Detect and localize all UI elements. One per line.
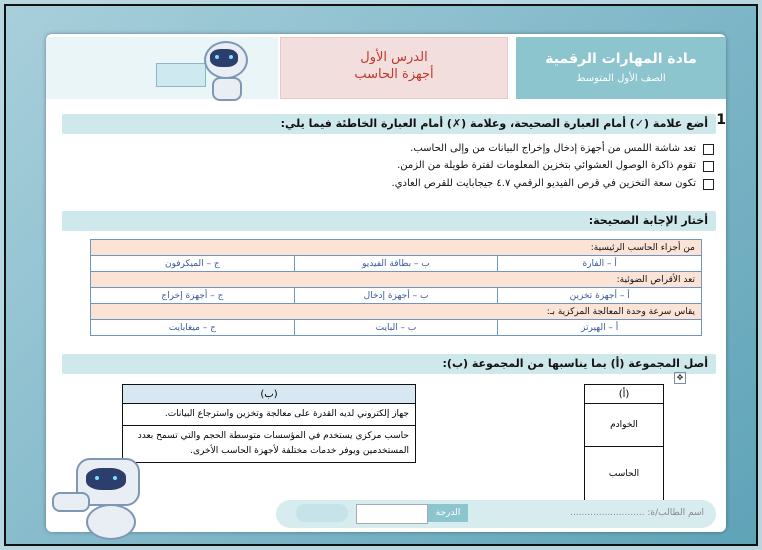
header-illustration	[46, 37, 278, 99]
mcq-question-3: يقاس سرعة وحدة المعالجة المركزية بـ:	[91, 304, 702, 320]
grade-label: الدرجة	[428, 504, 468, 522]
mcq-question-1: من أجزاء الحاسب الرئيسية:	[91, 240, 702, 256]
q1-statement-3	[392, 176, 696, 192]
group-b-header: (ب)	[123, 385, 416, 404]
move-handle-icon[interactable]: ✥	[674, 372, 686, 384]
footer-bar	[276, 500, 716, 528]
group-b-item: حاسب مركزي يستخدم في المؤسسات متوسطة الحجم والتي تسمح بعدد المستخدمين ويوفر خدمات مختلفة لأجهزة الحاسب الأخرى.	[123, 426, 416, 463]
q3-instruction: أصل المجموعة (أ) بما يناسبها من المجموعة (ب):	[442, 357, 708, 370]
subject-box	[516, 37, 726, 99]
student-name-label: اسم الطالب/ة: ..........................	[570, 508, 704, 518]
subject-title: مادة المهارات الرقمية	[545, 51, 697, 67]
grade-input[interactable]	[356, 504, 428, 524]
outer-frame	[4, 4, 758, 546]
group-b-item: جهاز إلكتروني لديه القدرة على معالجة وتخزين واسترجاع البيانات.	[123, 404, 416, 426]
mcq-option[interactable]: أ – الهيرتز	[498, 320, 702, 336]
statement-text: تقوم ذاكرة الوصول العشوائي بتخزين المعلومات لفترة طويلة من الزمن.	[397, 160, 696, 171]
mcq-option[interactable]: أ – الفارة	[498, 256, 702, 272]
grade-title: الصف الأول المتوسط	[576, 73, 666, 84]
robot-icon	[196, 41, 256, 99]
statement-text: تكون سعة التخزين في قرص الفيديو الرقمي ٤.٧ جيجابايت للقرص العادي.	[391, 178, 696, 189]
checkbox-1[interactable]	[703, 144, 714, 155]
q1-number: 1	[716, 112, 726, 128]
q3-instruction-bar	[62, 354, 716, 374]
q1-instruction: أضع علامة (✓) أمام العبارة الصحيحة، وعلامة (✗) أمام العبارة الخاطئة فيما يلي:	[280, 117, 708, 130]
robot-mascot-icon	[46, 452, 156, 540]
mcq-option[interactable]: أ – أجهزة تخزين	[498, 288, 702, 304]
q2-instruction-bar	[62, 211, 716, 231]
mcq-option[interactable]: ب – البايت	[294, 320, 498, 336]
mcq-option[interactable]: ج – أجهزة إخراج	[91, 288, 295, 304]
mcq-option[interactable]: ب – بطاقة الفيديو	[294, 256, 498, 272]
mcq-option[interactable]: ج – الميكرفون	[91, 256, 295, 272]
group-a-header: (أ)	[585, 385, 664, 404]
group-a-item: الحاسب	[585, 447, 664, 502]
group-b-table	[122, 384, 416, 463]
group-a-table	[584, 384, 664, 502]
mcq-option[interactable]: ب – أجهزة إدخال	[294, 288, 498, 304]
q1-statement-2	[397, 158, 696, 174]
mcq-table	[90, 239, 702, 336]
q1-statement-1	[410, 141, 696, 157]
checkbox-2[interactable]	[703, 161, 714, 172]
mcq-option[interactable]: ج – ميغابايت	[91, 320, 295, 336]
q2-instruction: أختار الإجابة الصحيحة:	[588, 214, 708, 227]
worksheet-header	[46, 34, 726, 102]
grade-total	[296, 504, 348, 522]
checkbox-3[interactable]	[703, 179, 714, 190]
lesson-number: الدرس الأول	[360, 50, 428, 65]
q1-instruction-bar	[62, 112, 726, 134]
lesson-title: أجهزة الحاسب	[354, 67, 434, 82]
statement-text: تعد شاشة اللمس من أجهزة إدخال وإخراج البيانات من وإلى الحاسب.	[410, 143, 696, 154]
lesson-box	[280, 37, 508, 99]
group-a-item: الخوادم	[585, 404, 664, 447]
mcq-question-2: تعد الأقراص الضوئية:	[91, 272, 702, 288]
